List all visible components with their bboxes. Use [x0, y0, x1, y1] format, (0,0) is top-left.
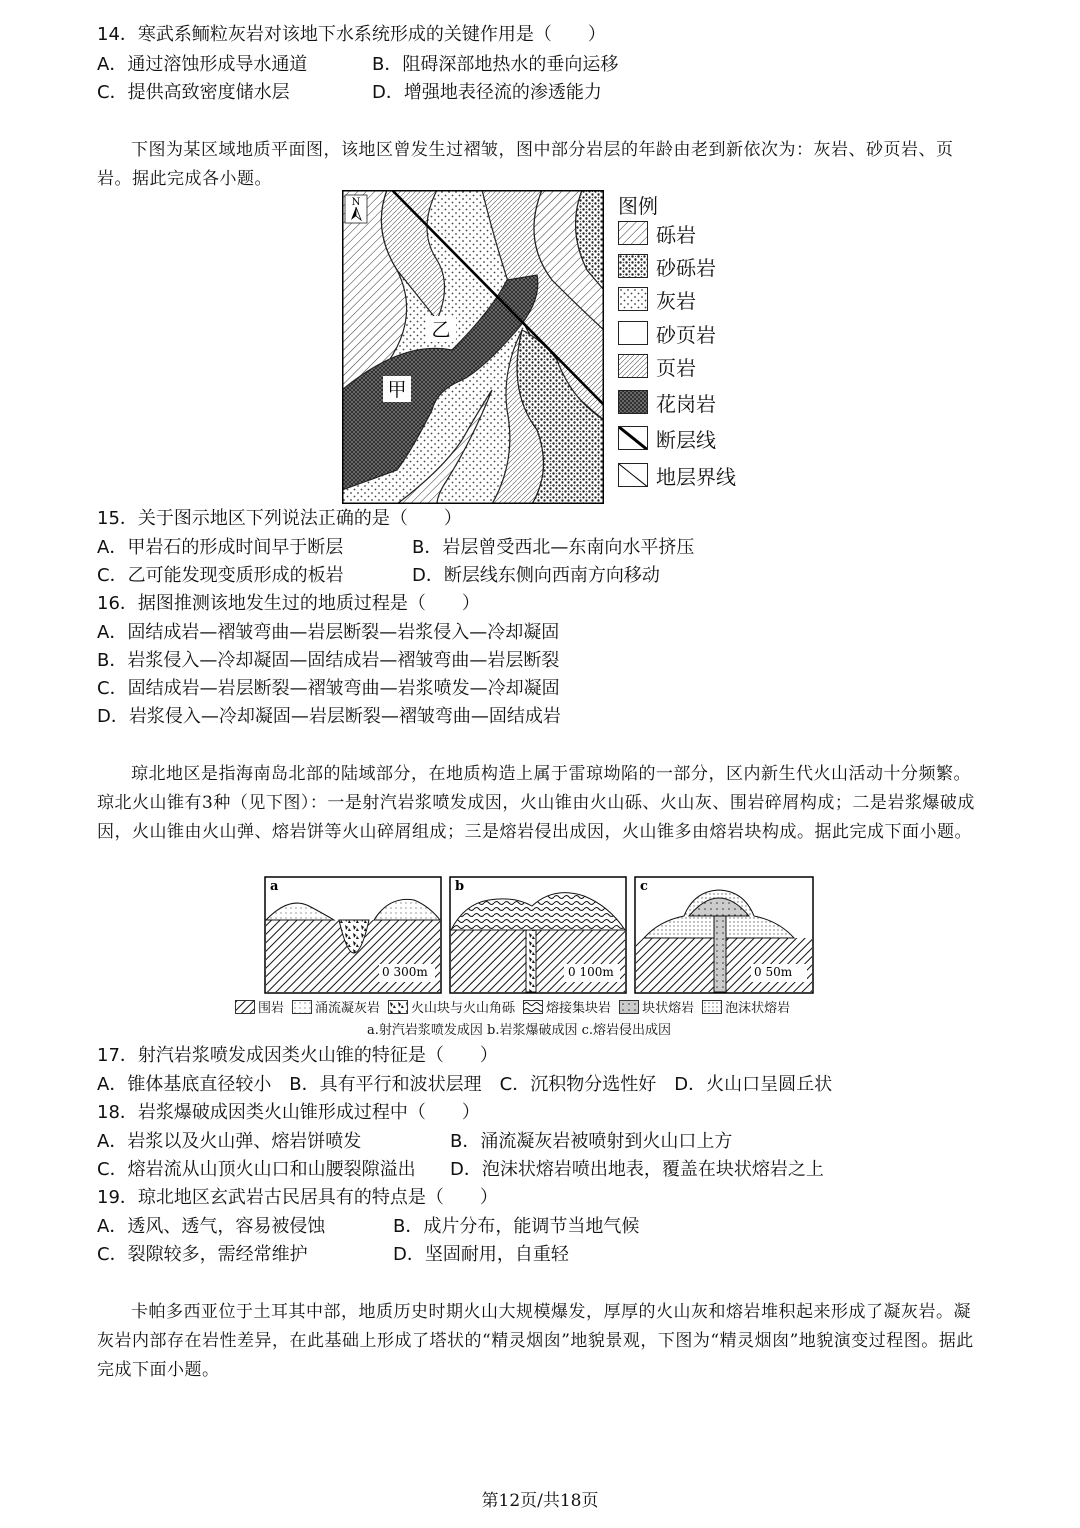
volcano-legend-item	[292, 997, 380, 1016]
legend-item-shale	[618, 352, 696, 380]
panel-b-letter: b	[455, 879, 465, 894]
volcano-legend-item	[388, 997, 515, 1016]
foam-lava-swatch	[702, 1000, 722, 1014]
legend-title: 图例	[618, 194, 658, 218]
volcano-caption: a.射汽岩浆喷发成因 b.岩浆爆破成因 c.熔岩侵出成因	[367, 1023, 672, 1038]
q19-option-a: A．透风、透气，容易被侵蚀	[97, 1216, 326, 1237]
legend-label: 断层线	[656, 427, 716, 452]
north-label: N	[351, 197, 361, 208]
label-yi: 乙	[431, 319, 451, 341]
wall-rock-swatch	[235, 1000, 255, 1014]
q16-option-a: A．固结成岩—褶皱弯曲—岩层断裂—岩浆侵入—冷却凝固	[97, 622, 560, 643]
legend-item-conglomerate	[618, 219, 696, 247]
volcano-legend-item	[619, 997, 694, 1016]
intro-paragraph-1: 下图为某区域地质平面图，该地区曾发生过褶皱，图中部分岩层的年龄由老到新依次为：灰岩、砂页岩、页岩。据此完成各小题。	[97, 140, 954, 189]
legend-label: 页岩	[656, 355, 696, 380]
panel-c-letter: c	[640, 879, 648, 894]
sandy-conglomerate-swatch	[618, 254, 648, 278]
q19-option-b: B．成片分布，能调节当地气候	[393, 1216, 640, 1237]
q16-stem: 16．据图推测该地发生过的地质过程是（ ）	[97, 593, 480, 614]
volcano-legend-label: 块状熔岩	[642, 1001, 695, 1016]
q17-stem: 17．射汽岩浆喷发成因类火山锥的特征是（ ）	[97, 1045, 498, 1066]
volcano-cone-diagram	[264, 876, 814, 994]
q19-option-c: C．裂隙较多，需经常维护	[97, 1244, 308, 1265]
volcano-legend-item	[702, 997, 790, 1016]
q14-option-b: B．阻碍深部地热水的垂向运移	[372, 54, 619, 75]
sandy-shale-swatch	[618, 321, 648, 345]
volcano-legend-item	[523, 997, 611, 1016]
q15-stem: 15．关于图示地区下列说法正确的是（ ）	[97, 508, 462, 529]
legend-label: 砂页岩	[656, 322, 716, 347]
q14-stem: 14．寒武系鲕粒灰岩对该地下水系统形成的关键作用是（ ）	[97, 24, 606, 45]
legend-label: 地层界线	[656, 464, 736, 489]
welded-agglomerate-swatch	[523, 1000, 543, 1014]
stratum-boundary-swatch	[618, 463, 648, 487]
volcanic-blocks-swatch	[388, 1000, 408, 1014]
q17-options: A．锥体基底直径较小 B．具有平行和波状层理 C．沉积物分选性好 D．火山口呈圆丘状	[97, 1074, 833, 1095]
q19-stem: 19．琼北地区玄武岩古民居具有的特点是（ ）	[97, 1187, 498, 1208]
legend-label: 灰岩	[656, 288, 696, 313]
limestone-swatch	[618, 287, 648, 311]
q16-option-d: D．岩浆侵入—冷却凝固—岩层断裂—褶皱弯曲—固结成岩	[97, 706, 561, 727]
legend-item-fault-line	[618, 424, 716, 452]
fault-line-swatch	[618, 426, 648, 450]
geologic-map	[342, 190, 604, 504]
volcano-legend-item	[235, 997, 284, 1016]
panel-a-scale: 0 300m	[382, 965, 428, 979]
q15-option-c: C．乙可能发现变质形成的板岩	[97, 565, 344, 586]
massive-lava-swatch	[619, 1000, 639, 1014]
label-jia: 甲	[387, 379, 407, 401]
q15-option-d: D．断层线东侧向西南方向移动	[412, 565, 660, 586]
legend-label: 砂砾岩	[656, 255, 716, 280]
volcano-legend-label: 熔接集块岩	[546, 1001, 612, 1016]
volcano-legend-label: 火山块与火山角砾	[411, 1001, 516, 1016]
legend-label: 砾岩	[656, 222, 696, 247]
conglomerate-swatch	[618, 221, 648, 245]
intro-paragraph-3: 卡帕多西亚位于土耳其中部，地质历史时期火山大规模爆发，厚厚的火山灰和熔岩堆积起来形成了凝灰岩。凝灰岩内部存在岩性差异，在此基础上形成了塔状的“精灵烟囱”地貌景观，下图为“精灵烟囱”地貌演变过程图。据此完成下面小题。	[97, 1302, 974, 1380]
q18-option-a: A．岩浆以及火山弹、熔岩饼喷发	[97, 1131, 362, 1152]
volcano-legend	[235, 997, 798, 1016]
panel-c-scale: 0 50m	[754, 965, 793, 979]
shale-swatch	[618, 354, 648, 378]
q16-option-c: C．固结成岩—岩层断裂—褶皱弯曲—岩浆喷发—冷却凝固	[97, 678, 560, 699]
surge-tuff-swatch	[292, 1000, 312, 1014]
q15-option-a: A．甲岩石的形成时间早于断层	[97, 537, 344, 558]
q15-option-b: B．岩层曾受西北—东南向水平挤压	[412, 537, 695, 558]
legend-item-sandy-conglomerate	[618, 252, 716, 280]
q18-option-b: B．涌流凝灰岩被喷射到火山口上方	[450, 1131, 733, 1152]
legend-item-limestone	[618, 285, 696, 313]
q14-option-c: C．提供高致密度储水层	[97, 82, 290, 103]
q16-option-b: B．岩浆侵入—冷却凝固—固结成岩—褶皱弯曲—岩层断裂	[97, 650, 560, 671]
q19-option-d: D．坚固耐用，自重轻	[393, 1244, 569, 1265]
page-number: 第12页/共18页	[481, 1491, 599, 1511]
q18-stem: 18．岩浆爆破成因类火山锥形成过程中（ ）	[97, 1102, 480, 1123]
q14-option-d: D．增强地表径流的渗透能力	[372, 82, 602, 103]
legend-item-sandy-shale	[618, 319, 716, 347]
volcano-legend-label: 围岩	[258, 1001, 285, 1016]
volcano-legend-label: 泡沫状熔岩	[725, 1001, 791, 1016]
legend-item-granite	[618, 388, 716, 416]
q18-option-d: D．泡沫状熔岩喷出地表，覆盖在块状熔岩之上	[450, 1159, 824, 1180]
q18-option-c: C．熔岩流从山顶火山口和山腰裂隙溢出	[97, 1159, 416, 1180]
panel-b-scale: 0 100m	[568, 965, 614, 979]
intro-paragraph-2: 琼北地区是指海南岛北部的陆域部分，在地质构造上属于雷琼坳陷的一部分，区内新生代火山活动十分频繁。琼北火山锥有3种（见下图）：一是射汽岩浆喷发成因，火山锥由火山砾、火山灰、围岩碎屑构成；二是岩浆爆破成因，火山锥由火山弹、熔岩饼等火山碎屑组成；三是熔岩侵出成因，火山锥多由熔岩块构成。据此完成下面小题。	[97, 764, 975, 842]
granite-swatch	[618, 390, 648, 414]
legend-label: 花岗岩	[656, 391, 716, 416]
volcano-legend-label: 涌流凝灰岩	[315, 1001, 381, 1016]
legend-item-stratum-boundary	[618, 461, 736, 489]
q14-option-a: A．通过溶蚀形成导水通道	[97, 54, 308, 75]
panel-a-letter: a	[270, 879, 279, 894]
